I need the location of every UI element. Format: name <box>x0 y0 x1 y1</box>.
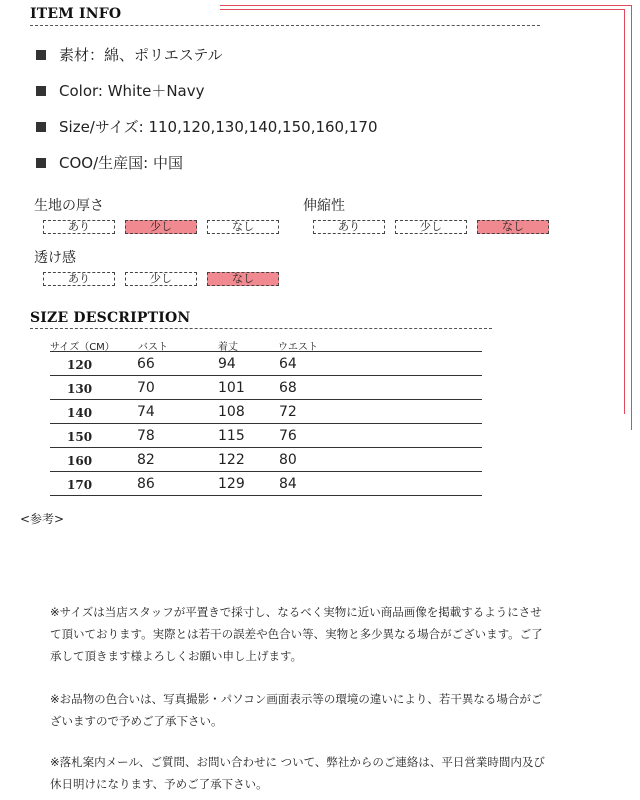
note-measurement: ※サイズは当店スタッフが平置きで採寸し、なるべく実物に近い商品画像を掲載するようにさせて頂いております。実際とは若干の誤差や色合い等、実物と多少異なる場合がございます。ご了承して頂きます様よろしくお願い申し上げます。 <box>50 605 543 663</box>
size-description-divider <box>30 328 492 329</box>
info-row-size <box>36 116 378 137</box>
info-color: Color: White＋Navy <box>59 82 205 100</box>
info-material: 素材：綿、ポリエステル <box>59 46 223 64</box>
size-description-title: SIZE DESCRIPTION <box>30 310 191 326</box>
cell-size: 150 <box>67 430 93 444</box>
frame-line-top <box>220 5 632 6</box>
info-row-material <box>36 44 223 65</box>
cell-length: 115 <box>218 428 245 444</box>
cell-waist: 72 <box>279 404 297 420</box>
table-rule <box>50 375 482 376</box>
cell-waist: 84 <box>279 476 297 492</box>
cell-waist: 76 <box>279 428 297 444</box>
info-coo: COO/生産国: 中国 <box>59 154 183 172</box>
item-info-title: ITEM INFO <box>30 6 122 22</box>
table-rule <box>50 351 482 352</box>
sheerness-option-sukoshi: 少し <box>125 272 197 286</box>
info-size: Size/サイズ: 110,120,130,140,150,160,170 <box>59 118 378 136</box>
cell-size: 140 <box>67 406 93 420</box>
table-rule <box>50 423 482 424</box>
thickness-option-nashi: なし <box>207 220 279 234</box>
sheerness-option-nashi: なし <box>207 272 279 286</box>
header-bust: バスト <box>138 342 168 353</box>
cell-bust: 78 <box>137 428 155 444</box>
cell-length: 129 <box>218 476 245 492</box>
info-row-coo <box>36 152 183 173</box>
bullet-square-icon <box>36 158 46 168</box>
bullet-square-icon <box>36 50 46 60</box>
thickness-option-ari: あり <box>43 220 115 234</box>
cell-length: 94 <box>218 356 236 372</box>
frame-line-top-inner <box>220 9 625 10</box>
cell-length: 101 <box>218 380 245 396</box>
frame-line-right-inner <box>624 9 625 414</box>
cell-bust: 66 <box>137 356 155 372</box>
sheerness-option-ari: あり <box>43 272 115 286</box>
cell-waist: 68 <box>279 380 297 396</box>
spec-stretch-label: 伸縮性 <box>303 198 345 214</box>
reference-label: <参考> <box>20 512 65 526</box>
cell-waist: 80 <box>279 452 297 468</box>
cell-waist: 64 <box>279 356 297 372</box>
table-rule <box>50 471 482 472</box>
stretch-option-sukoshi: 少し <box>395 220 467 234</box>
cell-bust: 82 <box>137 452 155 468</box>
cell-bust: 70 <box>137 380 155 396</box>
header-length: 着丈 <box>218 342 238 353</box>
bullet-square-icon <box>36 122 46 132</box>
note-contact: ※落札案内メール、ご質問、お問い合わせに ついて、弊社からのご連絡は、平日営業時間内及び休日明けになります、予めご了承下さい。 <box>50 755 545 791</box>
cell-length: 122 <box>218 452 245 468</box>
cell-bust: 86 <box>137 476 155 492</box>
cell-size: 170 <box>67 478 93 492</box>
frame-line-right <box>631 5 632 430</box>
stretch-option-nashi: なし <box>477 220 549 234</box>
info-row-color <box>36 80 205 101</box>
stretch-option-ari: あり <box>313 220 385 234</box>
cell-size: 130 <box>67 382 93 396</box>
spec-sheerness-label: 透け感 <box>34 250 76 266</box>
cell-bust: 74 <box>137 404 155 420</box>
spec-thickness-label: 生地の厚さ <box>34 198 104 214</box>
header-size: サイズ（CM） <box>50 342 115 353</box>
bullet-square-icon <box>36 86 46 96</box>
table-rule <box>50 447 482 448</box>
item-info-divider <box>30 25 540 26</box>
header-waist: ウエスト <box>278 342 318 353</box>
cell-length: 108 <box>218 404 245 420</box>
cell-size: 160 <box>67 454 93 468</box>
table-rule <box>50 399 482 400</box>
note-color: ※お品物の色合いは、写真撮影・パソコン画面表示等の環境の違いにより、若干異なる場合がございますので予めご了承下さい。 <box>50 692 543 728</box>
thickness-option-sukoshi: 少し <box>125 220 197 234</box>
table-rule <box>50 495 482 496</box>
cell-size: 120 <box>67 358 93 372</box>
